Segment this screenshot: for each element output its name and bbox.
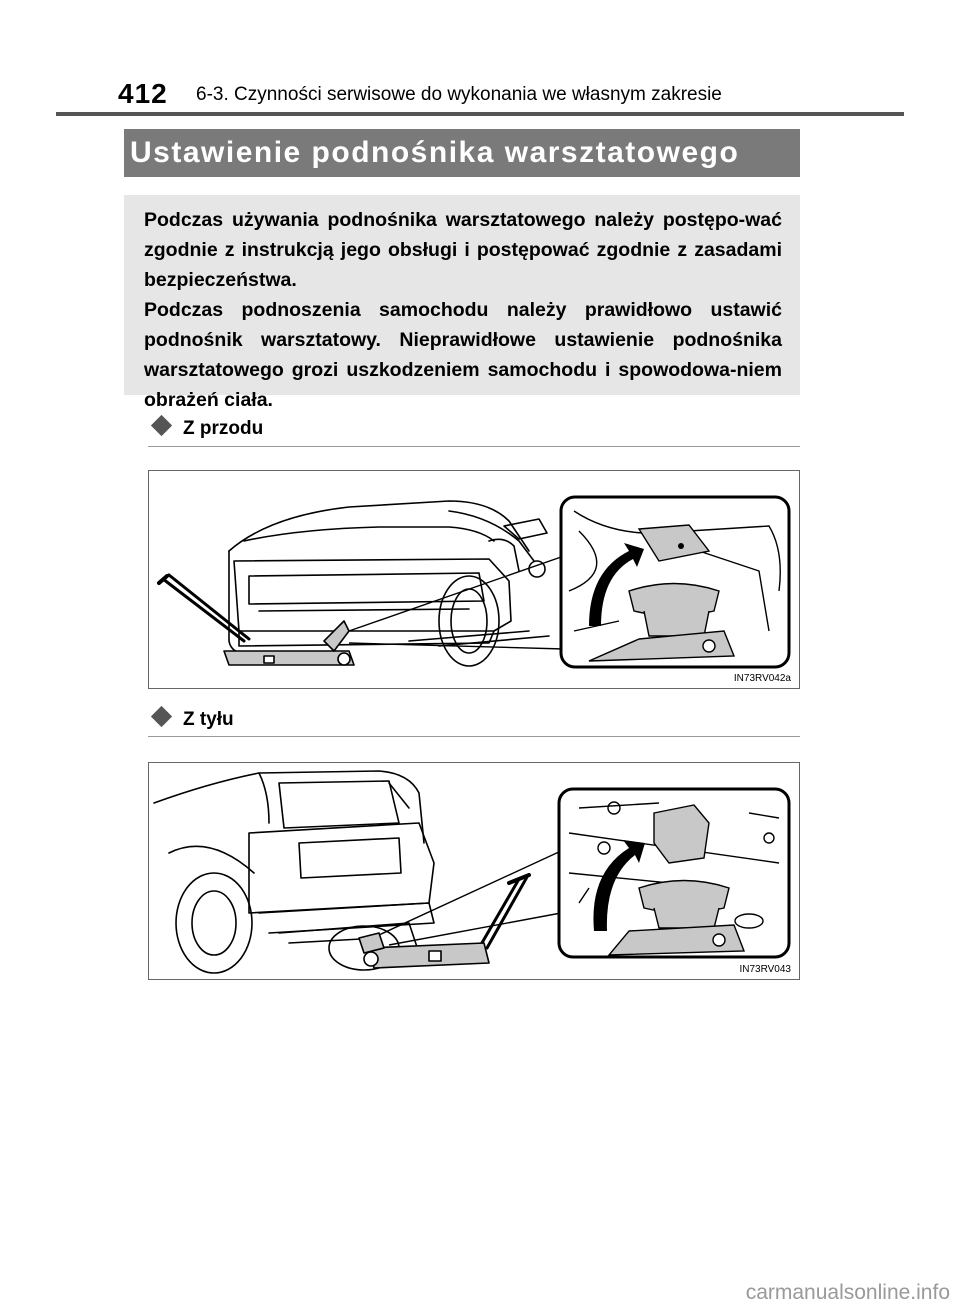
section-title: 6-3. Czynności serwisowe do wykonania we własnym zakresie: [196, 84, 722, 105]
figure-rear: [148, 762, 800, 980]
watermark-text: carmanualsonline.info: [745, 1281, 950, 1304]
diamond-icon: [151, 706, 172, 727]
rear-jack-illustration: [149, 763, 799, 979]
subhead-rear-rule: [148, 736, 800, 737]
page-number: 412: [118, 78, 168, 109]
subhead-front-rule: [148, 446, 800, 447]
figure-front-code: IN73RV042a: [733, 673, 791, 684]
notice-paragraph-2: Podczas podnoszenia samochodu należy prawidłowo ustawić podnośnik warsztatowy. Nieprawidłowe ustawienie podnośnika warsztatowego grozi uszkodzeniem samochodu i spowodowa-niem obrażeń ciała.: [144, 299, 782, 411]
subhead-front-label: Z przodu: [183, 418, 264, 439]
header-rule: [56, 112, 904, 116]
subhead-rear: [150, 709, 234, 731]
subhead-rear-label: Z tyłu: [183, 709, 234, 730]
page-header: [0, 0, 960, 120]
figure-rear-code: IN73RV043: [739, 964, 791, 975]
diamond-icon: [151, 415, 172, 436]
front-jack-illustration: [149, 471, 799, 688]
notice-box: [124, 195, 800, 411]
page-title: Ustawienie podnośnika warsztatowego: [124, 129, 800, 177]
subhead-front: [150, 418, 263, 440]
notice-paragraph-1: Podczas używania podnośnika warsztatowego należy postępo-wać zgodnie z instrukcją jego obsługi i postępować zgodnie z zasadami bezpieczeństwa.: [144, 209, 782, 291]
figure-front: [148, 470, 800, 689]
